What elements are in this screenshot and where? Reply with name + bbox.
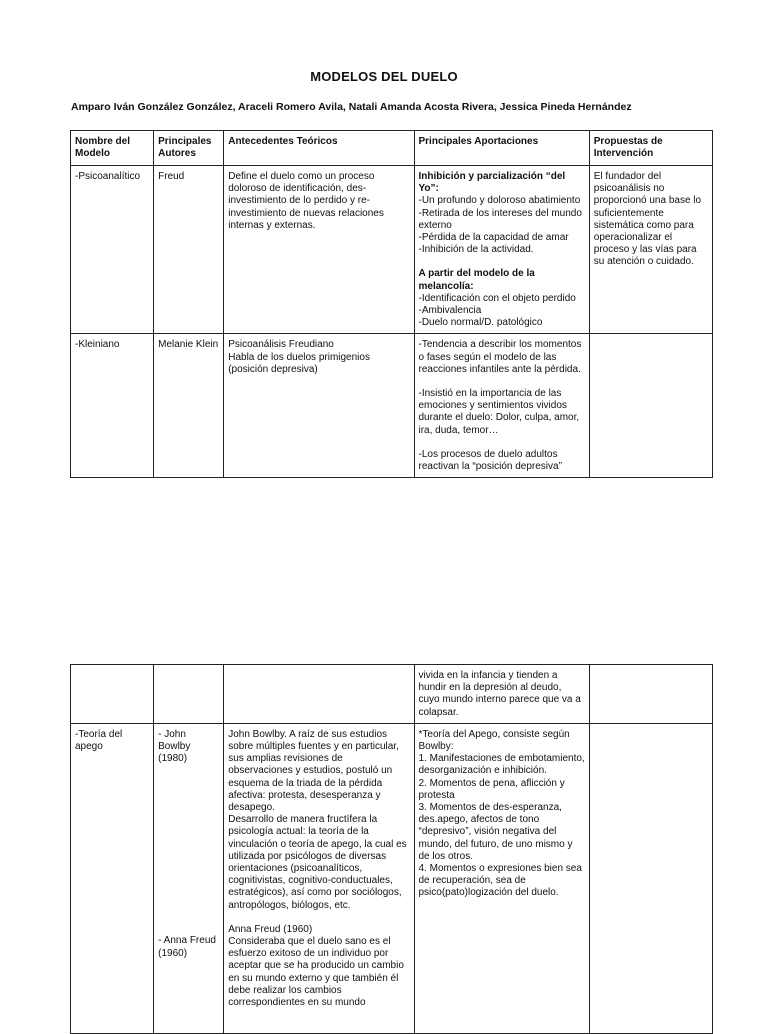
header-authors: Principales Autores <box>154 131 224 166</box>
contrib-item: -Retirada de los intereses del mundo externo <box>418 207 582 231</box>
contrib-heading: A partir del modelo de la melancolía: <box>418 268 535 292</box>
cell-background <box>224 723 414 1033</box>
contrib-item: -Identificación con el objeto perdido <box>418 292 576 304</box>
cell-background <box>224 665 414 724</box>
table-row <box>71 166 713 334</box>
table-header-row <box>71 131 713 166</box>
contrib-heading: Inhibición y parcialización “del Yo”: <box>418 171 566 195</box>
contrib-item: -Pérdida de la capacidad de amar <box>418 232 569 244</box>
cell-author <box>154 665 224 724</box>
background-text: Anna Freud (1960) Consideraba que el duelo sano es el esfuerzo exitoso de un individuo por aceptar que se ha producido un cambio en su mundo externo y que también él debe realizar los cambios correspondientes en su mundo <box>228 923 404 1009</box>
cell-contributions: vivida en la infancia y tienden a hundir en la depresión al deudo, cuyo mundo interno parece que va a colapsar. <box>414 665 589 724</box>
author-entry: - John Bowlby (1980) <box>158 728 191 765</box>
cell-background: Psicoanálisis Freudiano Habla de los duelos primigenios (posición depresiva) <box>224 334 414 478</box>
cell-model: -Teoría del apego <box>71 723 154 1033</box>
header-intervention: Propuestas de Intervención <box>589 131 712 166</box>
cell-model: -Kleiniano <box>71 334 154 478</box>
cell-author: Freud <box>154 166 224 334</box>
models-table <box>70 130 713 478</box>
table-row <box>71 723 713 1033</box>
contrib-item: -Un profundo y doloroso abatimiento <box>418 195 581 207</box>
contrib-item: -Duelo normal/D. patológico <box>418 317 543 329</box>
cell-model: -Psicoanalítico <box>71 166 154 334</box>
table-row <box>71 665 713 724</box>
cell-contributions <box>414 334 589 478</box>
document-authors: Amparo Iván González González, Araceli Romero Avila, Natali Amanda Acosta Rivera, Jessica Pineda Hernández <box>71 101 632 113</box>
cell-intervention <box>589 334 712 478</box>
author-entry: - Anna Freud (1960) <box>158 935 216 959</box>
cell-contributions <box>414 166 589 334</box>
table-row <box>71 334 713 478</box>
contrib-item: -Los procesos de duelo adultos reactivan la “posición depresiva” <box>418 448 562 473</box>
contrib-item: -Inhibición de la actividad. <box>418 244 534 256</box>
cell-intervention <box>589 723 712 1033</box>
header-contributions: Principales Aportaciones <box>414 131 589 166</box>
cell-background: Define el duelo como un proceso doloroso de identificación, des-investimiento de lo perdido y re-investimiento de nuevas relaciones internas y externas. <box>224 166 414 334</box>
models-table-continued <box>70 664 713 1034</box>
cell-intervention <box>589 665 712 724</box>
contrib-item: -Ambivalencia <box>418 305 482 317</box>
header-model-name: Nombre del Modelo <box>71 131 154 166</box>
cell-author: Melanie Klein <box>154 334 224 478</box>
contrib-item: -Tendencia a describir los momentos o fases según el modelo de las reacciones infantiles ante la pérdida. <box>418 339 582 375</box>
background-text: John Bowlby. A raíz de sus estudios sobre múltiples fuentes y en particular, sus amplias revisiones de observaciones y estudios, postuló un esquema de la triada de la pérdida afectiva: protesta, desesperanza y desapego. Desarrollo de manera fructífera la psicología actual: la teoría de la vinculación o teoría de apego, la cual es utilizada por psicólogos de diversas orientaciones (psicoanalíticos, cognitivistas, cognitivo-conductuales, estratégicos), así como por sociólogos, antropólogos, biólogos, etc. <box>228 728 407 911</box>
contrib-item: -Insistió en la importancia de las emociones y sentimientos vividos durante el duelo: Dolor, culpa, amor, ira, duda, temor… <box>418 388 580 436</box>
cell-model <box>71 665 154 724</box>
header-background: Antecedentes Teóricos <box>224 131 414 166</box>
cell-author <box>154 723 224 1033</box>
cell-intervention: El fundador del psicoanálisis no proporcionó una base lo suficientemente sistemática como para operacionalizar el proceso y las vías para su atención o cuidado. <box>589 166 712 334</box>
document-title: MODELOS DEL DUELO <box>310 69 458 84</box>
cell-contributions: *Teoría del Apego, consiste según Bowlby: 1. Manifestaciones de embotamiento, desorganización e inhibición. 2. Momentos de pena, aflicción y protesta 3. Momentos de des-esperanza, des.apego, afectos de tono “depresivo”, visión negativa del mundo, del futuro, de uno mismo y de los otros. 4. Momentos o expresiones bien sea de recuperación, sea de psico(pato)logización del duelo. <box>414 723 589 1033</box>
